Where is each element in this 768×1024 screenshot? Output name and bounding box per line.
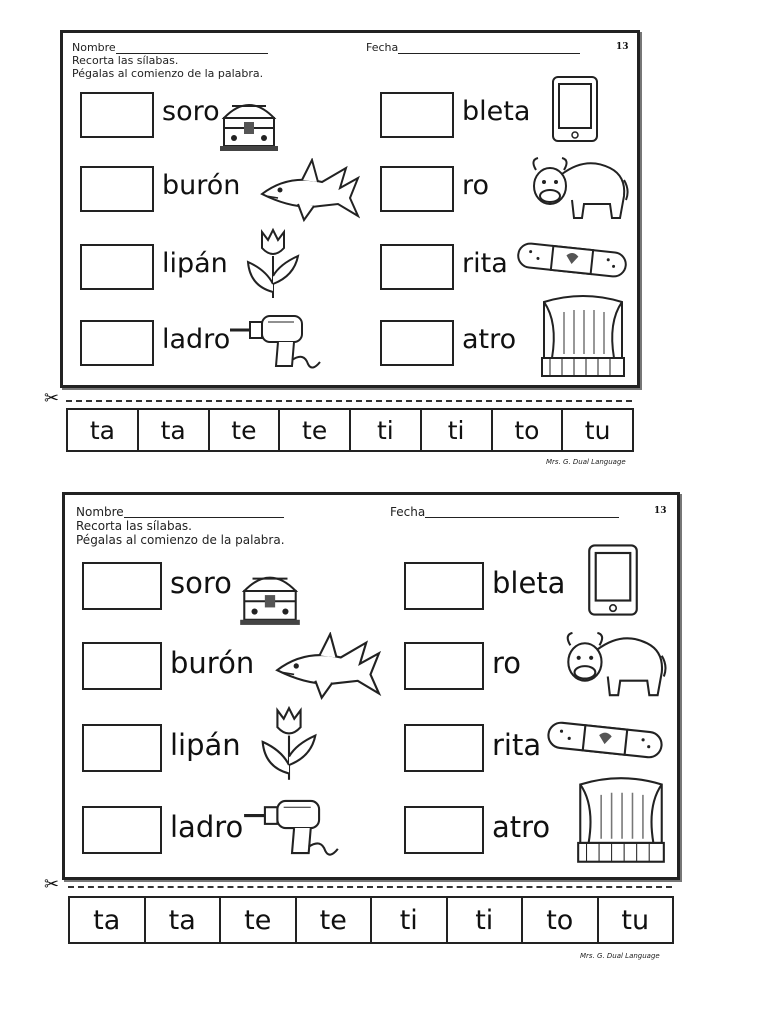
syllable-tile[interactable]: tu [621,904,650,936]
answer-box[interactable] [404,806,484,854]
tulip-icon [258,704,320,784]
answer-box[interactable] [404,642,484,690]
word-atro: atro [462,324,517,355]
answer-box[interactable] [404,562,484,610]
name-label: Nombre [76,505,124,519]
tablet-icon [586,542,640,618]
word-ladro: ladro [170,810,244,844]
theater-stage-icon [574,774,668,868]
answer-box[interactable] [82,724,162,772]
page-number: 13 [616,42,629,52]
word-buron: burón [170,646,255,680]
word-atro: atro [492,810,551,844]
syllable-strip [68,896,674,944]
word-bleta: bleta [492,566,566,600]
word-rita: rita [492,728,542,762]
word-ro: ro [492,646,522,680]
syllable-tile[interactable]: ta [146,898,222,942]
syllable-tile[interactable]: ta [139,410,210,450]
instruction-2: Pégalas al comienzo de la palabra. [76,533,285,547]
syllable-tile[interactable]: ti [422,410,493,450]
syllable-tile[interactable]: ti [372,898,448,942]
word-lipan: lipán [162,248,228,279]
answer-box[interactable] [82,642,162,690]
instruction-1: Recorta las sílabas. [76,519,192,533]
name-label: Nombre [72,41,116,54]
answer-box[interactable] [82,562,162,610]
date-field [390,506,619,518]
page-number: 13 [654,506,667,516]
cut-line [68,886,672,888]
word-lipan: lipán [170,728,241,762]
syllable-tile[interactable]: ta [70,898,146,942]
date-label: Fecha [366,41,399,54]
syllable-tile[interactable]: to [523,898,599,942]
bandage-icon [544,718,666,762]
syllable-tile[interactable]: te [297,898,373,942]
date-label: Fecha [390,505,426,519]
credit: Mrs. G. Dual Language [546,458,626,466]
answer-box[interactable] [82,806,162,854]
word-bleta: bleta [462,96,531,127]
scissors-icon: ✂ [44,388,60,409]
syllable-tile[interactable]: te [210,410,281,450]
word-buron: burón [162,170,241,201]
bull-icon [560,624,668,702]
word-rita: rita [462,248,508,279]
credit: Mrs. G. Dual Language [580,952,660,960]
answer-box[interactable] [404,724,484,772]
syllable-tile[interactable]: te [221,898,297,942]
date-line [425,507,619,518]
word-soro: soro [170,566,232,600]
name-field [76,506,284,518]
syllable-tile[interactable]: ti [448,898,524,942]
word-ro: ro [462,170,490,201]
name-line [124,507,284,518]
syllable-tile[interactable]: ta [68,410,139,450]
syllable-tile[interactable]: to [493,410,564,450]
shark-icon [272,632,382,702]
treasure-chest-icon [238,556,302,628]
syllable-tile[interactable]: te [280,410,351,450]
scissors-icon: ✂ [44,874,60,895]
instruction-2: Pégalas al comienzo de la palabra. [72,67,264,80]
drill-icon [242,792,342,862]
word-soro: soro [162,96,220,127]
word-ladro: ladro [162,324,231,355]
syllable-tile[interactable]: ti [351,410,422,450]
instruction-1: Recorta las sílabas. [72,54,179,67]
syllable-tile[interactable]: tu [584,415,611,445]
